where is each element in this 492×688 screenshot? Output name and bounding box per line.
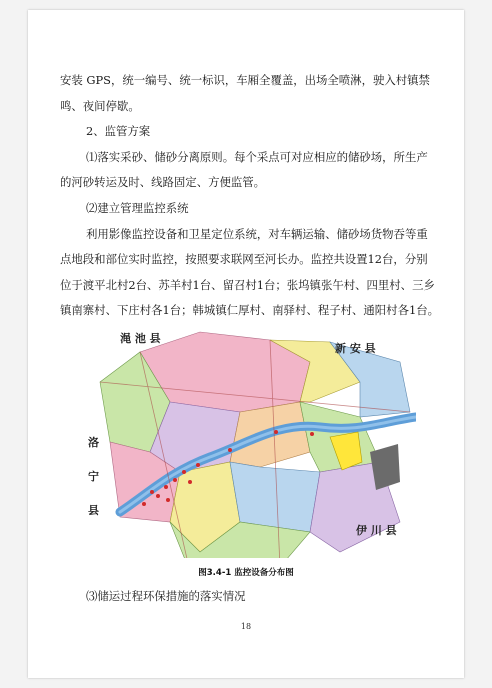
map-label-yichuan: 伊 川 县 [356, 524, 397, 537]
text-after-figure: ⑶储运过程环保措施的落实情况 [86, 589, 246, 603]
marker [196, 463, 200, 467]
marker [156, 494, 160, 498]
map-label-xian: 县 [88, 504, 99, 517]
text-line-9: 位于渡平北村2台、苏羊村1台、留召村1台；张坞镇张午村、四里村、三乡 [60, 278, 435, 292]
section-heading: 2、监管方案 [86, 124, 151, 138]
text-line-10: 镇南寨村、下庄村各1台；韩城镇仁厚村、南驿村、程子村、通阳村各1台。 [60, 303, 439, 317]
marker [173, 478, 177, 482]
marker [228, 448, 232, 452]
text-line-1: 安装 GPS，统一编号、统一标识，车厢全覆盖，出场全喷淋，驶入村镇禁 [60, 73, 430, 87]
text-line-4: ⑴落实采砂、储砂分离原则。每个采点可对应相应的储砂场，所生产 [86, 150, 428, 164]
page-number: 18 [240, 622, 252, 631]
map-label-ning: 宁 [88, 470, 99, 483]
text-line-8: 点地段和部位实时监控，按照要求联网至河长办。监控共设置12台，分别 [60, 252, 428, 266]
map-region-blue-south [230, 462, 320, 532]
marker [274, 430, 278, 434]
text-line-7: 利用影像监控设备和卫星定位系统，对车辆运输、储砂场货物吞等重 [86, 227, 428, 241]
subsection-heading: ⑵建立管理监控系统 [86, 201, 189, 215]
marker [310, 432, 314, 436]
map-label-luo: 洛 [88, 436, 99, 449]
figure-caption: 图3.4-1 监控设备分布图 [198, 568, 294, 578]
map-label-mianchi: 渑 池 县 [120, 332, 161, 345]
map-label-xinan: 新 安 县 [335, 342, 376, 355]
document-page [28, 10, 464, 678]
marker [188, 480, 192, 484]
marker [166, 498, 170, 502]
marker [182, 470, 186, 474]
marker [142, 502, 146, 506]
text-line-5: 的河砂转运及时、线路固定、方便监管。 [60, 175, 266, 189]
marker [164, 485, 168, 489]
text-line-2: 鸣、夜间停歇。 [60, 99, 140, 113]
monitoring-map [80, 322, 416, 558]
marker [150, 490, 154, 494]
